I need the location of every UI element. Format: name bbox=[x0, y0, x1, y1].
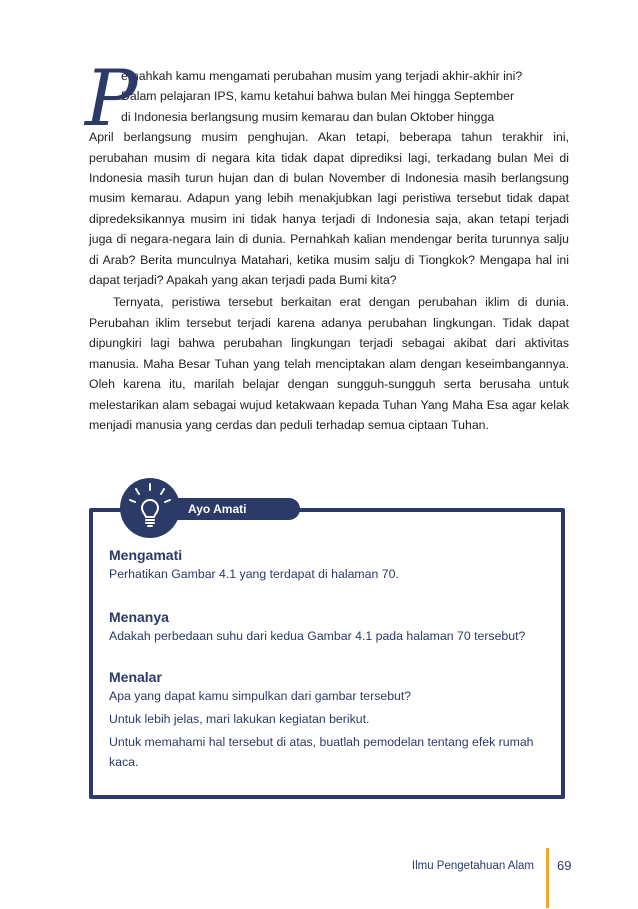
intro-line-3: di Indonesia berlangsung musim kemarau dan bulan Oktober hingga bbox=[121, 109, 495, 124]
footer-book-title: Ilmu Pengetahuan Alam bbox=[411, 860, 534, 872]
intro-line-1: ernahkah kamu mengamati perubahan musim yang terjadi akhir-akhir ini? bbox=[121, 69, 523, 83]
lightbulb-badge bbox=[120, 478, 180, 538]
ayo-amati-label: Ayo Amati bbox=[188, 502, 247, 516]
intro-line-2: Dalam pelajaran IPS, kamu ketahui bahwa bulan Mei hingga September bbox=[121, 89, 515, 104]
footer-divider bbox=[546, 848, 549, 908]
intro-rest: April berlangsung musim penghujan. Akan tetapi, beberapa tahun terakhir ini, perubahan musim di negara kita tidak dapat diprediksi lagi, terkadang bulan Mei di Indonesia masih turun hujan dan di bulan November di Indonesia masih berlangsung musim kemarau. Adapun yang lebih menakjubkan lagi peristiwa tersebut tidak dapat dipredeksikannya musim ini tidak hanya terjadi di Indonesia saja, akan tetapi terjadi juga di negara-negara lain di dunia. Pernahkah kalian mendengar berita turunnya salju di Arab? Berita munculnya Matahari, ketika musim salju di Tiongkok? Mengapa hal ini dapat terjadi? Apakah yang akan terjadi pada Bumi kita? bbox=[89, 130, 569, 288]
drop-cap: P bbox=[85, 54, 138, 144]
heading-menalar: Menalar bbox=[109, 669, 162, 685]
lightbulb-icon bbox=[120, 478, 180, 538]
text-menalar-1: Apa yang dapat kamu simpulkan dari gambar tersebut? bbox=[109, 689, 412, 703]
intro-paragraph bbox=[85, 54, 569, 290]
section-menalar bbox=[109, 668, 559, 772]
text-menalar-3: Untuk memahami hal tersebut di atas, buatlah pemodelan tentang efek rumah kaca. bbox=[109, 735, 534, 769]
text-menanya-1: Adakah perbedaan suhu dari kedua Gambar 4.1 pada halaman 70 tersebut? bbox=[109, 629, 526, 643]
heading-mengamati: Mengamati bbox=[109, 547, 183, 563]
page-number: 69 bbox=[557, 858, 572, 873]
text-mengamati-1: Perhatikan Gambar 4.1 yang terdapat di halaman 70. bbox=[109, 567, 399, 581]
body-text bbox=[85, 54, 569, 435]
paragraph-2: Ternyata, peristiwa tersebut berkaitan erat dengan perubahan iklim di dunia. Perubahan iklim tersebut terjadi karena adanya perubahan lingkungan. Tidak dapat dipungkiri lagi bahwa perubahan lingkungan terjadi sebagai akibat dari aktivitas manusia. Maha Besar Tuhan yang telah menciptakan alam dengan keseimbangannya. Oleh karena itu, marilah belajar dengan sungguh-sungguh serta berusaha untuk melestarikan alam sebagai wujud ketakwaan kepada Tuhan Yang Maha Esa agar kelak menjadi manusia yang cerdas dan peduli terhadap semua ciptaan Tuhan. bbox=[89, 295, 569, 432]
heading-menanya: Menanya bbox=[109, 609, 169, 625]
text-menalar-2: Untuk lebih jelas, mari lakukan kegiatan berikut. bbox=[109, 712, 370, 726]
section-menanya bbox=[109, 608, 559, 646]
section-mengamati bbox=[109, 546, 559, 584]
